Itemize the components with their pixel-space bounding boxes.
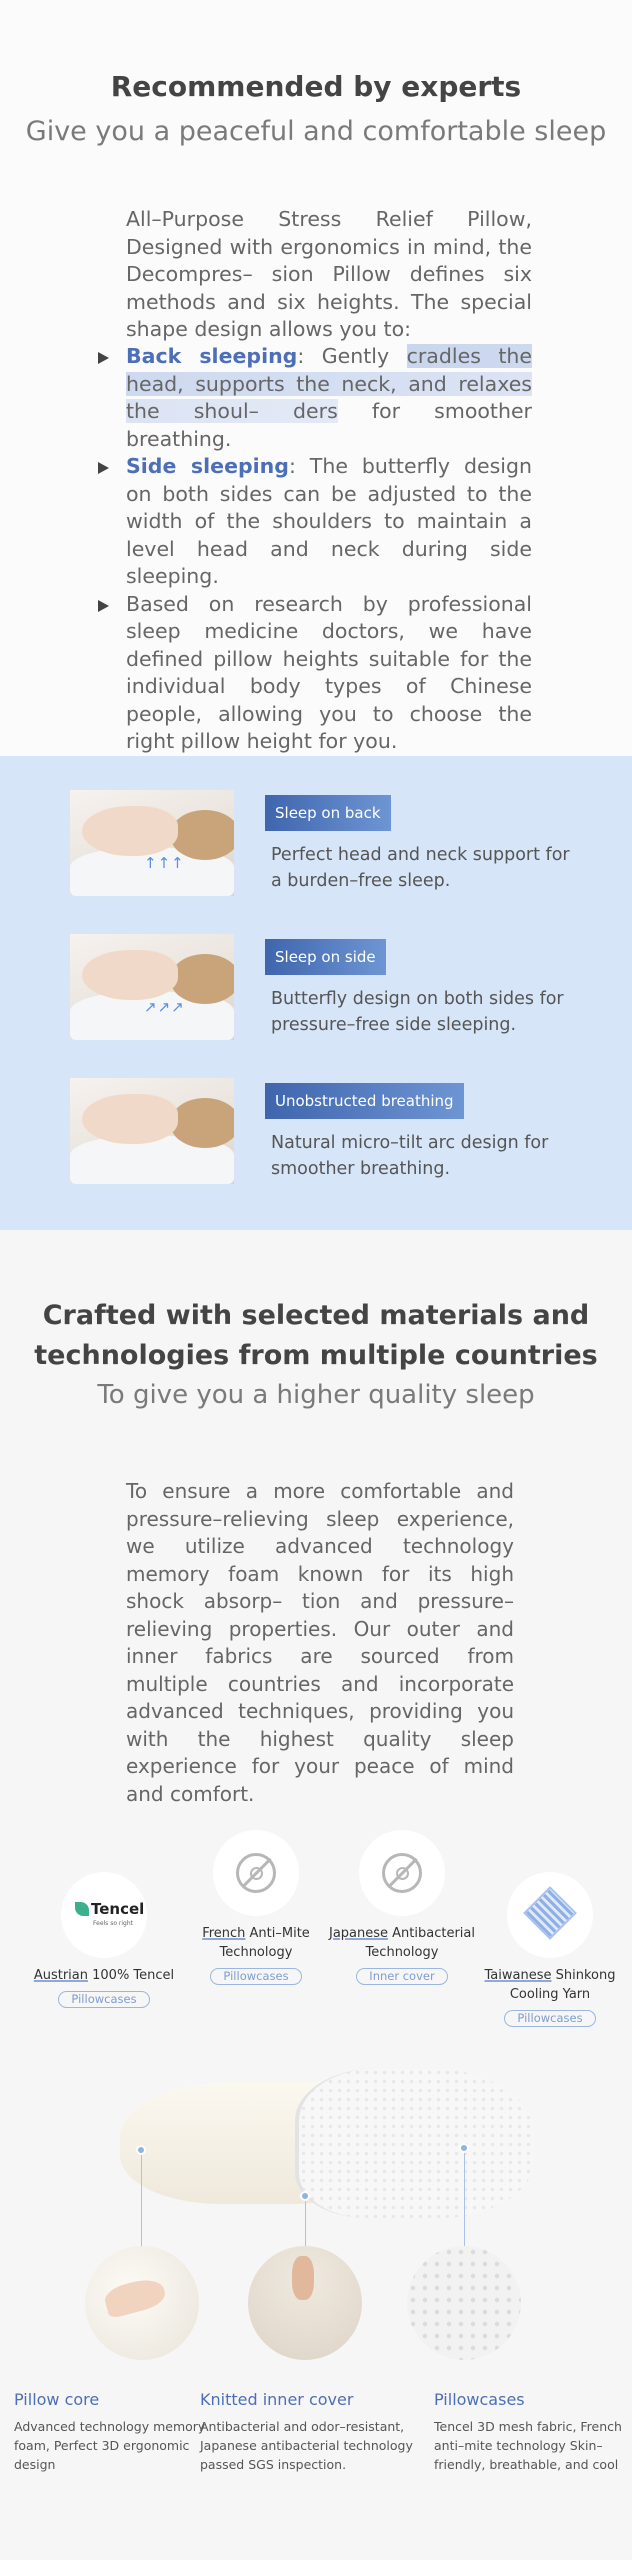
tech-usage-pill: Inner cover: [356, 1968, 447, 1985]
callout-line: [464, 2148, 465, 2246]
tech-name: Japanese Antibacterial Technology: [328, 1926, 475, 1960]
cooling-yarn-icon: [523, 1886, 577, 1940]
yarn-icon-circle: [507, 1872, 593, 1958]
anti-mite-icon-circle: [213, 1830, 299, 1916]
expert-recommendation-section: [0, 0, 632, 756]
materials-title-line2: technologies from multiple countries: [34, 1340, 598, 1371]
pillow-product-image: [120, 2068, 540, 2218]
benefit-text: : The butterfly design on both sides can be adjusted to the width of the shoulders to maintain a level head and neck during side sleeping.: [126, 454, 532, 588]
component-description: Antibacterial and odor–resistant, Japanese antibacterial technology passed SGS inspection.: [200, 2419, 413, 2472]
callout-dot: [459, 2143, 469, 2153]
tech-austrian-tencel: [24, 1872, 184, 2008]
callout-dot: [136, 2145, 146, 2155]
tech-japanese-antibacterial: [322, 1830, 482, 1985]
antibacterial-icon-circle: [359, 1830, 445, 1916]
pillow-core-detail-photo: [85, 2246, 199, 2360]
benefit-item-side-sleeping: [96, 453, 532, 591]
benefit-text: Based on research by professional sleep medicine doctors, we have defined pillow heights suitable for the individual body types of Chinese people, allowing you to choose the right pillow height for you.: [126, 591, 532, 753]
section-subtitle: Give you a peaceful and comfortable sleep: [25, 116, 607, 147]
benefit-text-end: for smoother breathing.: [126, 399, 532, 451]
tech-taiwanese-cooling-yarn: [470, 1872, 630, 2027]
component-description: Tencel 3D mesh fabric, French anti–mite technology Skin–friendly, breathable, and cool: [434, 2419, 622, 2472]
callout-line: [141, 2150, 142, 2246]
feature-tag: Sleep on back: [265, 795, 391, 831]
component-title: Pillow core: [14, 2390, 100, 2409]
materials-title: [0, 1296, 632, 1376]
feature-description: Butterfly design on both sides for pressure–free side sleeping.: [271, 989, 564, 1035]
tech-usage-pill: Pillowcases: [504, 2010, 595, 2027]
benefit-list: [96, 343, 532, 756]
component-title: Pillowcases: [434, 2390, 525, 2409]
sleep-on-back-photo: [70, 790, 234, 896]
benefit-item-research: [96, 591, 532, 756]
component-pillowcases: [434, 2390, 624, 2474]
tech-name: Austrian 100% Tencel: [33, 1968, 175, 1983]
component-description: Advanced technology memory foam, Perfect 3D ergonomic design: [14, 2419, 206, 2472]
benefit-item-back-sleeping: [96, 343, 532, 453]
bullet-triangle-icon: [98, 352, 109, 364]
sleep-on-side-photo: [70, 934, 234, 1040]
tencel-logo: Tencel Feels so right: [75, 1898, 135, 1932]
benefit-highlight: cradles the head, supports the neck, and relaxes the shoul– ders: [126, 344, 533, 423]
breathing-photo: [70, 1078, 234, 1184]
section-title: Recommended by experts: [110, 70, 522, 103]
bullet-triangle-icon: [98, 600, 109, 612]
feature-unobstructed-breathing: [70, 1078, 566, 1188]
bullet-triangle-icon: [98, 462, 109, 474]
materials-section: [0, 1230, 632, 2560]
feature-sleep-on-back: [70, 790, 570, 900]
benefit-keyword: Back sleeping: [126, 344, 298, 368]
pillowcase-detail-photo: [407, 2246, 521, 2360]
benefit-keyword: Side sleeping: [126, 454, 289, 478]
intro-paragraph: All–Purpose Stress Relief Pillow, Designed with ergonomics in mind, the Decompres– sion Pillow defines six methods and six heights. The special shape design allows you to:: [126, 207, 532, 341]
callout-dot: [300, 2191, 310, 2201]
antibacterial-icon: [382, 1853, 422, 1893]
feature-sleep-on-side: [70, 934, 566, 1044]
tech-usage-pill: Pillowcases: [210, 1968, 301, 1985]
feature-tag: Unobstructed breathing: [265, 1083, 464, 1119]
feature-description: Perfect head and neck support for a burden–free sleep.: [271, 845, 570, 891]
materials-paragraph: To ensure a more comfortable and pressure–relieving sleep experience, we utilize advanced technology memory foam known for its high shock absorp– tion and pressure–relieving properties. Our outer and inner fabrics are sourced from multiple countries and incorporate advanced techniques, providing you with the highest quality sleep experience for your peace of mind and comfort.: [126, 1479, 514, 1806]
inner-cover-detail-photo: [248, 2246, 362, 2360]
benefit-text: : Gently: [297, 344, 407, 368]
callout-line: [305, 2196, 306, 2246]
tencel-logo-circle: [61, 1872, 147, 1958]
tech-usage-pill: Pillowcases: [58, 1991, 149, 2008]
component-title: Knitted inner cover: [200, 2390, 354, 2409]
sleep-features-section: [0, 756, 632, 1230]
tech-name: French Anti–Mite Technology: [202, 1926, 310, 1960]
materials-subtitle: To give you a higher quality sleep: [97, 1380, 535, 1410]
feature-description: Natural micro–tilt arc design for smoother breathing.: [271, 1133, 549, 1179]
support-arrows-icon: ↑↑↑: [144, 854, 185, 872]
materials-title-line1: Crafted with selected materials and: [42, 1300, 590, 1331]
tech-french-anti-mite: [176, 1830, 336, 1985]
component-knitted-inner-cover: [200, 2390, 420, 2474]
tech-name: Taiwanese Shinkong Cooling Yarn: [484, 1968, 616, 2002]
support-arrows-icon: ↗↗↗: [144, 998, 185, 1016]
feature-tag: Sleep on side: [265, 939, 386, 975]
anti-mite-icon: [236, 1853, 276, 1893]
